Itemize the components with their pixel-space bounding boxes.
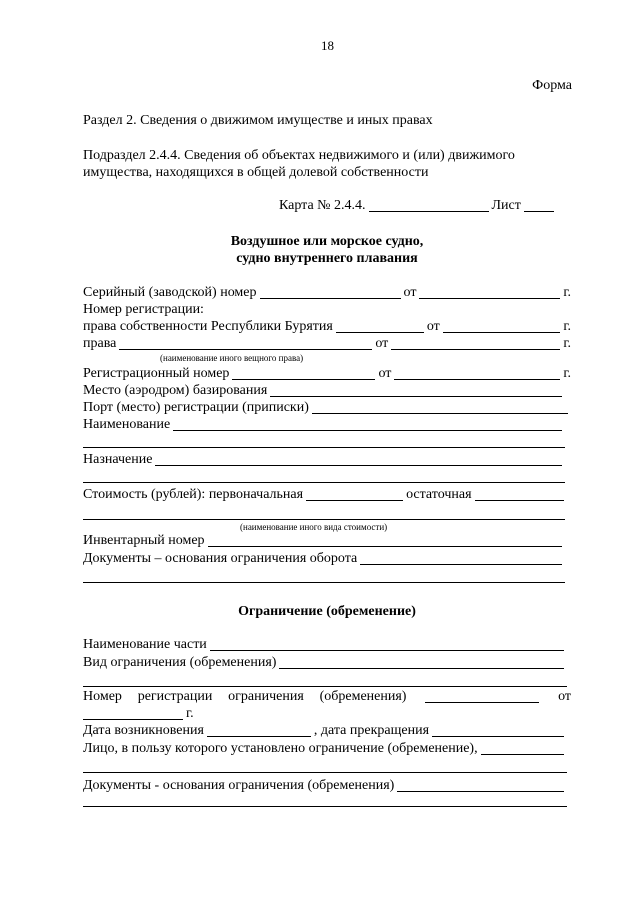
restriction-reg-date-field[interactable] (83, 707, 183, 720)
cost-residual-label: остаточная (406, 487, 472, 502)
beneficiary-row (83, 741, 567, 757)
beneficiary-field[interactable] (481, 742, 564, 755)
end-date-field[interactable] (432, 724, 564, 737)
restriction-type-field[interactable] (279, 656, 564, 669)
ownership-rb-year-label: г. (563, 319, 571, 334)
inventory-label: Инвентарный номер (83, 533, 205, 548)
restriction-type-label: Вид ограничения (обременения) (83, 655, 277, 670)
purpose-row (83, 452, 565, 468)
cost-initial-field[interactable] (306, 488, 403, 501)
restriction-reg-word-3: ограничения (228, 689, 304, 704)
restriction-type-continuation-line[interactable] (83, 686, 567, 687)
ownership-rb-date-field[interactable] (443, 320, 561, 333)
serial-year-label: г. (563, 285, 571, 300)
reg-no-date-field[interactable] (394, 367, 560, 380)
restriction-reg-word-1: Номер (83, 689, 122, 704)
docs-turnover-field[interactable] (360, 552, 562, 565)
rights-from-label: от (375, 336, 389, 351)
heading-vessel-line-1: Воздушное или морское судно, (230, 234, 424, 249)
rights-field[interactable] (119, 337, 372, 350)
card-number-field[interactable] (369, 199, 489, 212)
restriction-reg-word-2: регистрации (137, 689, 213, 704)
rights-hint: (наименование иного вещного права) (160, 353, 304, 363)
restriction-reg-year-label: г. (186, 706, 194, 721)
name-continuation-line[interactable] (83, 447, 565, 448)
purpose-label: Назначение (83, 452, 153, 467)
rights-label: права (83, 336, 117, 351)
start-date-field[interactable] (207, 724, 311, 737)
restriction-docs-continuation-line[interactable] (83, 806, 567, 807)
restriction-reg-from-label: от (558, 689, 571, 704)
page-number: 18 (321, 38, 334, 53)
port-row (83, 400, 571, 416)
heading-vessel-line-2: судно внутреннего плавания (236, 251, 418, 266)
heading-restriction: Ограничение (обременение) (238, 604, 416, 619)
port-field[interactable] (312, 401, 568, 414)
section-title: Раздел 2. Сведения о движимом имуществе и иных правах (83, 113, 433, 128)
restriction-reg-field[interactable] (425, 690, 539, 703)
reg-no-field[interactable] (232, 367, 375, 380)
serial-row (83, 285, 571, 301)
serial-date-field[interactable] (419, 286, 560, 299)
subsection-line-2: имущества, находящихся в общей долевой собственности (83, 165, 429, 180)
rights-row (83, 336, 571, 352)
sheet-label: Лист (491, 198, 521, 213)
restriction-reg-word-4: (обременения) (319, 689, 407, 704)
reg-no-row (83, 366, 571, 382)
sheet-number-field[interactable] (524, 199, 554, 212)
form-label: Форма (532, 78, 572, 93)
purpose-field[interactable] (155, 453, 562, 466)
name-row (83, 417, 565, 433)
inventory-row (83, 533, 565, 549)
reg-no-label: Регистрационный номер (83, 366, 230, 381)
name-field[interactable] (173, 418, 562, 431)
reg-no-from-label: от (378, 366, 392, 381)
beneficiary-label: Лицо, в пользу которого установлено ограничение (обременение), (83, 741, 478, 756)
cost-other-line[interactable] (83, 519, 565, 520)
restriction-docs-row (83, 778, 567, 794)
ownership-rb-from-label: от (426, 319, 440, 334)
name-label: Наименование (83, 417, 171, 432)
restriction-docs-label: Документы - основания ограничения (обременения) (83, 778, 395, 793)
restriction-reg-row (83, 689, 571, 705)
purpose-continuation-line[interactable] (83, 482, 565, 483)
part-name-field[interactable] (210, 638, 564, 651)
serial-label: Серийный (заводской) номер (83, 285, 257, 300)
base-place-row (83, 383, 565, 399)
cost-residual-field[interactable] (475, 488, 564, 501)
docs-turnover-row (83, 551, 565, 567)
part-name-label: Наименование части (83, 637, 207, 652)
restriction-reg-date-row (83, 706, 223, 722)
ownership-rb-field[interactable] (336, 320, 424, 333)
ownership-rb-row (83, 319, 571, 335)
base-place-field[interactable] (270, 384, 562, 397)
rights-date-field[interactable] (391, 337, 560, 350)
restriction-docs-field[interactable] (397, 779, 564, 792)
reg-no-year-label: г. (563, 366, 571, 381)
start-date-label: Дата возникновения (83, 723, 204, 738)
docs-turnover-label: Документы – основания ограничения оборота (83, 551, 358, 566)
ownership-rb-label: права собственности Республики Бурятия (83, 319, 333, 334)
beneficiary-continuation-line[interactable] (83, 772, 567, 773)
serial-from-label: от (403, 285, 417, 300)
rights-year-label: г. (563, 336, 571, 351)
cost-row (83, 487, 567, 503)
end-date-label: , дата прекращения (313, 723, 430, 738)
subsection-line-1: Подраздел 2.4.4. Сведения об объектах недвижимого и (или) движимого (83, 148, 515, 163)
part-name-row (83, 637, 567, 653)
restriction-dates-row (83, 723, 567, 739)
port-label: Порт (место) регистрации (приписки) (83, 400, 309, 415)
inventory-field[interactable] (208, 534, 562, 547)
docs-turnover-continuation-line[interactable] (83, 582, 565, 583)
serial-field[interactable] (260, 286, 401, 299)
cost-initial-label: Стоимость (рублей): первоначальная (83, 487, 304, 502)
card-label: Карта № 2.4.4. (279, 198, 366, 213)
card-row (279, 198, 572, 214)
reg-number-label: Номер регистрации: (83, 302, 204, 317)
restriction-type-row (83, 655, 567, 671)
cost-hint: (наименование иного вида стоимости) (240, 522, 388, 532)
base-place-label: Место (аэродром) базирования (83, 383, 268, 398)
